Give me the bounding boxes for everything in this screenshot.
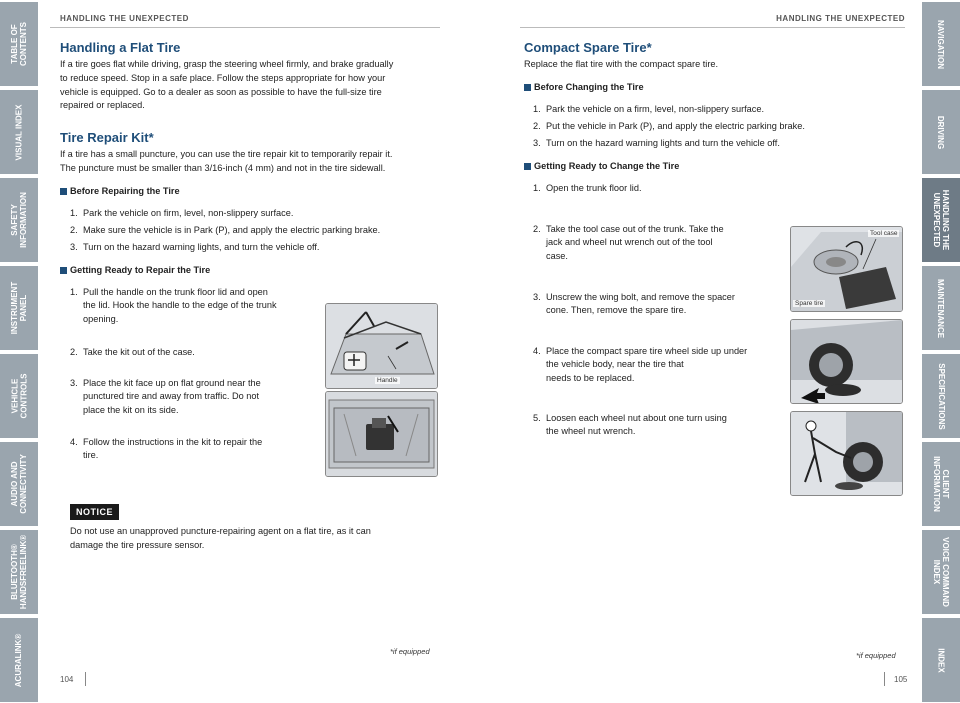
- step-text: [546, 182, 642, 195]
- step-number: 2.: [533, 121, 541, 131]
- step-text: Put the vehicle in Park (P), and apply the electric parking brake.: [546, 121, 805, 131]
- step-line: place the kit on its side.: [83, 404, 179, 415]
- loosen-nuts-drawing: [791, 412, 902, 495]
- tab-label: INSTRUMENT PANEL: [10, 281, 29, 335]
- step-number: 3.: [70, 242, 78, 252]
- paragraph-line: vehicle is equipped. Go to a dealer as soon as possible to have the full-size tire: [60, 87, 382, 97]
- tab-label: VISUAL INDEX: [14, 104, 24, 160]
- tab-visual-index[interactable]: [0, 90, 38, 174]
- subheading-label: Before Changing the Tire: [534, 82, 644, 92]
- footnote: *if equipped: [856, 651, 896, 660]
- tab-label: AUDIO AND CONNECTIVITY: [10, 454, 28, 514]
- section-title-flat-tire: Handling a Flat Tire: [60, 40, 181, 55]
- step-line: case.: [546, 250, 568, 261]
- step-item: [533, 182, 642, 195]
- left-page: [50, 0, 440, 703]
- page-number-separator: [85, 672, 86, 686]
- step-text: [546, 412, 727, 439]
- step-number: 4.: [70, 437, 78, 447]
- step-line: Unscrew the wing bolt, and remove the spacer: [546, 292, 735, 302]
- spare-under-vehicle-illustration: [790, 319, 903, 404]
- step-number: 2.: [70, 347, 78, 357]
- step-text: [83, 286, 277, 326]
- step-item: [533, 103, 764, 116]
- step-number: 1.: [533, 183, 541, 193]
- step-line: punctured tire and away from traffic. Do not: [83, 391, 260, 402]
- spare-under-vehicle-drawing: [791, 320, 902, 403]
- square-bullet-icon: [60, 267, 67, 274]
- step-number: 3.: [533, 138, 541, 148]
- step-item: [70, 346, 195, 359]
- subheading-label: Before Repairing the Tire: [70, 186, 180, 196]
- tab-audio-connectivity[interactable]: [0, 442, 38, 526]
- tab-acuralink[interactable]: [0, 618, 38, 702]
- tab-label: INDEX: [936, 647, 946, 673]
- tab-label: VEHICLE CONTROLS: [10, 373, 29, 419]
- step-item: [533, 412, 727, 439]
- tab-label: HANDLING THE UNEXPECTED: [932, 189, 951, 251]
- subheading-getting-ready-change: [524, 161, 679, 171]
- step-item: [533, 120, 805, 133]
- tab-label: MAINTENANCE: [936, 278, 946, 338]
- step-item: [70, 286, 277, 326]
- step-number: 3.: [70, 378, 78, 388]
- step-number: 1.: [70, 208, 78, 218]
- step-line: the lid. Hook the handle to the edge of the trunk: [83, 300, 277, 311]
- step-line: opening.: [83, 313, 119, 324]
- tab-maintenance[interactable]: [922, 266, 960, 350]
- subheading-label: Getting Ready to Change the Tire: [534, 161, 680, 171]
- step-item: [533, 223, 724, 263]
- step-line: Place the compact spare tire wheel side up under: [546, 346, 748, 356]
- notice-line: Do not use an unapproved puncture-repairing agent on a flat tire, as it can: [70, 526, 371, 536]
- page-number: 104: [60, 675, 74, 684]
- step-item: [533, 291, 735, 318]
- repair-kit-illustration: [325, 391, 438, 477]
- step-line: Take the kit out of the case.: [83, 347, 195, 357]
- tab-voice-command-index[interactable]: [922, 530, 960, 614]
- tab-label: ACURALINK®: [14, 633, 24, 687]
- step-line: tire.: [83, 450, 99, 461]
- step-text: [83, 377, 261, 417]
- step-text: [83, 436, 262, 463]
- step-item: [70, 207, 293, 220]
- subheading-before-changing: [524, 82, 644, 92]
- running-head: HANDLING THE UNEXPECTED: [60, 14, 189, 23]
- step-text: Park the vehicle on a firm, level, non-slippery surface.: [546, 104, 765, 114]
- step-text: Turn on the hazard warning lights, and turn the vehicle off.: [83, 242, 320, 252]
- step-number: 3.: [533, 292, 541, 302]
- step-text: Park the vehicle on firm, level, non-slippery surface.: [83, 208, 294, 218]
- tab-label: TABLE OF CONTENTS: [10, 22, 28, 66]
- tab-navigation[interactable]: [922, 2, 960, 86]
- step-item: [70, 224, 380, 237]
- handle-callout: Handle: [377, 377, 398, 384]
- tab-label: NAVIGATION: [936, 19, 946, 69]
- step-number: 2.: [70, 225, 78, 235]
- header-rule: [520, 27, 905, 28]
- running-head: HANDLING THE UNEXPECTED: [776, 14, 905, 23]
- loosen-nuts-illustration: [790, 411, 903, 496]
- notice-line: damage the tire pressure sensor.: [70, 540, 205, 550]
- step-item: [533, 345, 747, 385]
- step-text: Make sure the vehicle is in Park (P), and apply the electric parking brake.: [83, 225, 381, 235]
- subheading-before-repairing: [60, 186, 180, 196]
- step-text: [546, 291, 735, 318]
- section-title-tire-repair-kit: Tire Repair Kit*: [60, 130, 154, 145]
- step-line: the vehicle body, near the tire that: [546, 359, 684, 370]
- step-text: [546, 345, 747, 385]
- step-line: Loosen each wheel nut about one turn using: [546, 413, 727, 423]
- tab-client-information[interactable]: [922, 442, 960, 526]
- paragraph-line: repaired or replaced.: [60, 100, 145, 110]
- square-bullet-icon: [524, 163, 531, 170]
- tab-handling-the-unexpected[interactable]: [922, 178, 960, 262]
- intro-text: Replace the flat tire with the compact spare tire.: [524, 59, 719, 69]
- square-bullet-icon: [60, 188, 67, 195]
- paragraph-line: If a tire goes flat while driving, grasp the steering wheel firmly, and brake gradually: [60, 59, 394, 69]
- square-bullet-icon: [524, 84, 531, 91]
- tab-specifications[interactable]: [922, 354, 960, 438]
- step-line: jack and wheel nut wrench out of the tool: [546, 237, 713, 248]
- tab-vehicle-controls[interactable]: [0, 354, 38, 438]
- subheading-getting-ready-repair: [60, 265, 210, 275]
- kit-illustration-drawing: [326, 392, 437, 476]
- step-text: Turn on the hazard warning lights and turn the vehicle off.: [546, 138, 780, 148]
- tab-table-of-contents[interactable]: [0, 2, 38, 86]
- step-number: 1.: [533, 104, 541, 114]
- tab-label: VOICE COMMAND INDEX: [932, 537, 950, 607]
- step-line: Place the kit face up on flat ground near the: [83, 378, 261, 388]
- right-page: [520, 0, 908, 703]
- spare-tire-callout: Spare tire: [795, 300, 824, 307]
- tab-index[interactable]: [922, 618, 960, 702]
- tab-label: SPECIFICATIONS: [936, 362, 946, 430]
- page-number: 105: [894, 675, 908, 684]
- subheading-label: Getting Ready to Repair the Tire: [70, 265, 211, 275]
- step-item: [70, 241, 319, 254]
- step-line: Follow the instructions in the kit to repair the: [83, 437, 263, 447]
- paragraph-line: The puncture must be smaller than 3/16-inch (4 mm) and not in the tire sidewall.: [60, 163, 386, 173]
- step-number: 5.: [533, 413, 541, 423]
- notice-badge: NOTICE: [70, 504, 119, 520]
- tab-instrument-panel[interactable]: [0, 266, 38, 350]
- page-number-separator: [884, 672, 885, 686]
- tab-label: CLIENT INFORMATION: [932, 456, 950, 512]
- step-line: needs to be replaced.: [546, 372, 635, 383]
- tab-label: DRIVING: [936, 115, 946, 149]
- step-number: 1.: [70, 287, 78, 297]
- footnote: *if equipped: [390, 647, 430, 656]
- step-number: 2.: [533, 224, 541, 234]
- trunk-spare-drawing: [791, 227, 902, 311]
- tab-safety-information[interactable]: [0, 178, 38, 262]
- step-item: [70, 377, 261, 417]
- tab-bluetooth-handsfreelink[interactable]: [0, 530, 38, 614]
- section-title-compact-spare: Compact Spare Tire*: [524, 40, 652, 55]
- step-number: 4.: [533, 346, 541, 356]
- trunk-illustration-drawing: [326, 304, 437, 388]
- step-line: the wheel nut wrench.: [546, 426, 636, 437]
- step-line: Take the tool case out of the trunk. Take the: [546, 224, 724, 234]
- tab-label: BLUETOOTH® HANDSFREELINK®: [10, 534, 28, 610]
- step-line: cone. Then, remove the spare tire.: [546, 305, 687, 316]
- paragraph-line: If a tire has a small puncture, you can use the tire repair kit to temporarily repair it.: [60, 149, 393, 159]
- step-text: [83, 346, 195, 359]
- tab-label: SAFETY INFORMATION: [10, 192, 28, 248]
- header-rule: [50, 27, 440, 28]
- step-item: [70, 436, 262, 463]
- step-line: Open the trunk floor lid.: [546, 183, 642, 193]
- step-item: [533, 137, 780, 150]
- step-text: [546, 223, 724, 263]
- tab-driving[interactable]: [922, 90, 960, 174]
- step-line: Pull the handle on the trunk floor lid and open: [83, 287, 268, 297]
- paragraph-line: to reduce speed. Stop in a safe place. Follow the steps appropriate for how your: [60, 73, 386, 83]
- tool-case-callout: Tool case: [870, 230, 898, 237]
